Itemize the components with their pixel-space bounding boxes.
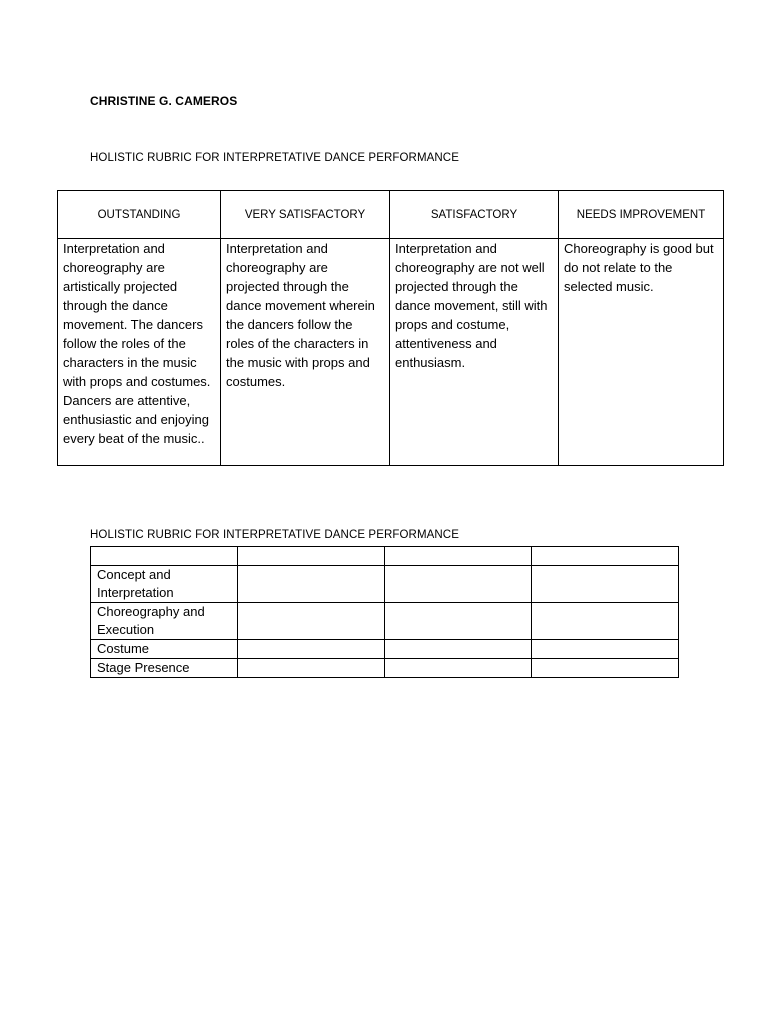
score-table-title: HOLISTIC RUBRIC FOR INTERPRETATIVE DANCE PERFORMANCE [90,529,459,541]
score-cell [91,547,238,566]
description-very-satisfactory: Interpretation and choreography are projected through the dance movement wherein the dancers follow the roles of the characters in the music with props and costumes. [221,239,390,466]
score-header-row [91,547,679,566]
criterion-costume: Costume [91,640,238,659]
score-cell [385,566,532,603]
score-cell [385,659,532,678]
score-cell [238,659,385,678]
score-row-costume [91,640,679,659]
score-row-concept [91,566,679,603]
criterion-stage-presence: Stage Presence [91,659,238,678]
description-needs-improvement: Choreography is good but do not relate to the selected music. [559,239,724,466]
rubric-table [57,190,724,466]
score-cell [238,603,385,640]
header-needs-improvement: NEEDS IMPROVEMENT [559,191,724,239]
score-row-stage-presence [91,659,679,678]
score-table [90,546,679,678]
score-cell [238,640,385,659]
score-cell [385,547,532,566]
score-cell [385,640,532,659]
header-outstanding: OUTSTANDING [58,191,221,239]
header-very-satisfactory: VERY SATISFACTORY [221,191,390,239]
score-cell [238,547,385,566]
score-cell [532,659,679,678]
criterion-concept-interpretation: Concept and Interpretation [91,566,238,603]
description-outstanding: Interpretation and choreography are artistically projected through the dance movement. The dancers follow the roles of the characters in the music with props and costumes. Dancers are attentive, enthusiastic and enjoying every beat of the music.. [58,239,221,466]
description-satisfactory: Interpretation and choreography are not well projected through the dance movement, still with props and costume, attentiveness and enthusiasm. [390,239,559,466]
score-cell [532,547,679,566]
score-cell [532,603,679,640]
score-row-choreography [91,603,679,640]
author-name: CHRISTINE G. CAMEROS [90,94,238,108]
rubric-header-row [58,191,724,239]
score-cell [385,603,532,640]
criterion-choreography-execution: Choreography and Execution [91,603,238,640]
rubric-description-row [58,239,724,466]
score-cell [532,566,679,603]
header-satisfactory: SATISFACTORY [390,191,559,239]
score-cell [238,566,385,603]
score-cell [532,640,679,659]
rubric-title: HOLISTIC RUBRIC FOR INTERPRETATIVE DANCE PERFORMANCE [90,152,459,164]
